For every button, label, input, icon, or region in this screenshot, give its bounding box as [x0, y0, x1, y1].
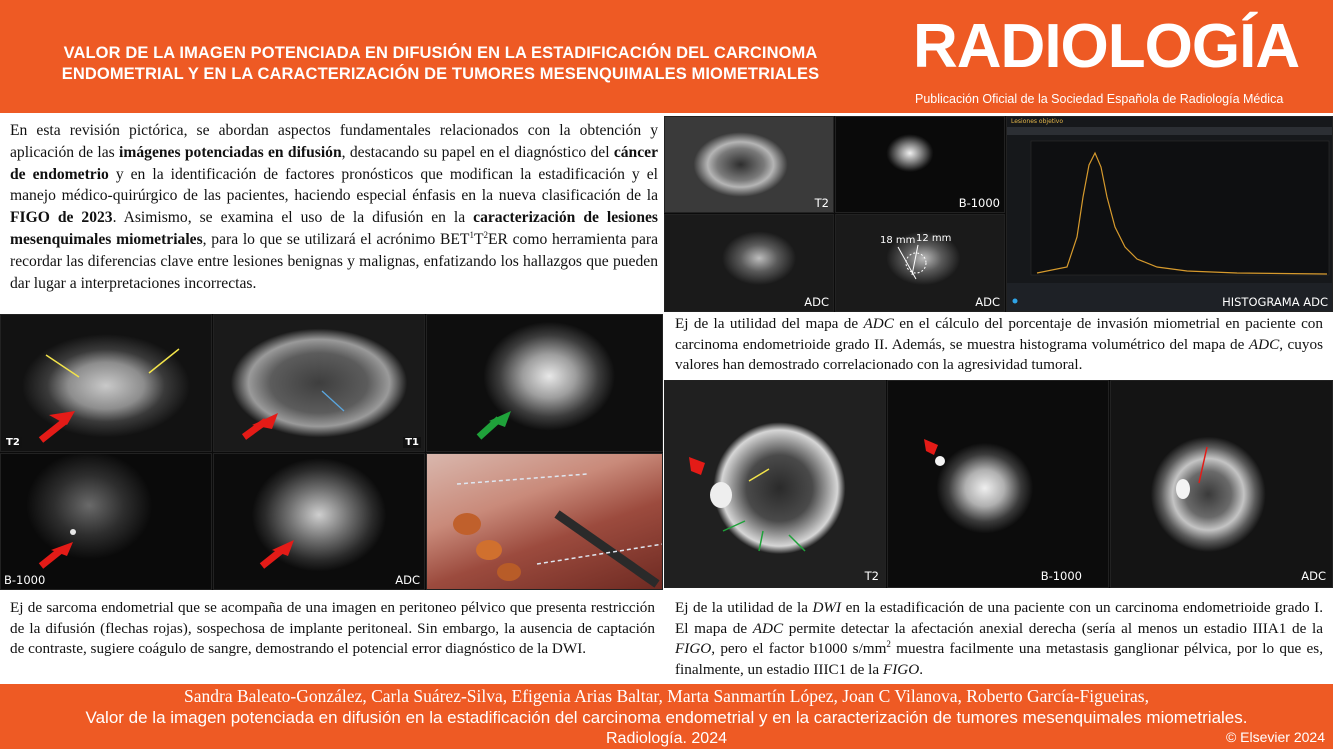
fig3-t2-image — [664, 380, 886, 588]
footer-article-title: Valor de la imagen potenciada en difusión en la estadificación del carcinoma endometrial y en la caracterización de tumores mesenquimales miometriales. — [85, 708, 1248, 727]
fig1-t2-arrows — [1, 315, 212, 452]
fig1-label-adc: ADC — [395, 573, 420, 587]
fig3-label-t2: T2 — [864, 569, 879, 583]
fig2-label-histogram: HISTOGRAMA ADC — [1222, 295, 1328, 309]
fig1-adc-arrow — [214, 454, 425, 590]
fig2-histogram-panel — [1006, 116, 1333, 312]
fig2-b1000-image — [835, 116, 1005, 213]
journal-logo: RADIOLOGÍA — [913, 12, 1300, 81]
fig1-label-t1: T1 — [405, 437, 419, 448]
fig2-label-adc-1: ADC — [804, 295, 829, 309]
footer-copyright: © Elsevier 2024 — [1225, 729, 1325, 745]
fig1-b1000-arrow — [1, 454, 212, 590]
fig3-label-b1000: B-1000 — [1040, 569, 1082, 583]
fig2-adc-image-1 — [664, 214, 834, 312]
article-title — [18, 43, 863, 85]
fig1-surgical-shapes — [427, 454, 663, 590]
fig3-adc-arrow — [1111, 381, 1333, 588]
footer-citation: Radiología. 2024 — [606, 730, 727, 747]
figure-3-panel — [664, 380, 1333, 588]
fig1-contrast-image — [426, 314, 663, 452]
fig1-adc-image — [213, 453, 425, 590]
fig2-measure-12mm: 12 mm — [916, 233, 952, 244]
fig2-adc-image-2 — [835, 214, 1005, 312]
fig1-label-t2: T2 — [6, 437, 20, 448]
fig3-b1000-arrow — [888, 381, 1109, 588]
fig2-label-t2: T2 — [814, 196, 829, 210]
fig3-b1000-image — [887, 380, 1109, 588]
fig3-adc-image — [1110, 380, 1333, 588]
fig1-t2-image — [0, 314, 212, 452]
fig3-label-adc: ADC — [1301, 569, 1326, 583]
fig2-measure-18mm: 18 mm — [880, 235, 916, 246]
figure-2-panel — [664, 116, 1333, 312]
footer-authors: Sandra Baleato-González, Carla Suárez-Silva, Efigenia Arias Baltar, Marta Sanmartín López, Joan C Vilanova, Roberto García-Figueiras, — [184, 686, 1149, 706]
journal-subtitle: Publicación Oficial de la Sociedad Española de Radiología Médica — [915, 92, 1284, 106]
fig2-histogram-header: Lesiones objetivo — [1011, 118, 1063, 125]
title-line-1: VALOR DE LA IMAGEN POTENCIADA EN DIFUSIÓN EN LA ESTADIFICACIÓN DEL CARCINOMA — [63, 44, 818, 62]
fig1-surgical-photo — [426, 453, 663, 590]
intro-paragraph: En esta revisión pictórica, se abordan aspectos fundamentales relacionados con la obtención y aplicación de las imágenes potenciadas en difusión, destacando su papel en el diagnóstico del cáncer de endometrio y en la identificación de factores pronósticos que modifican la estadificación y el manejo médico-quirúrgico de las pacientes, haciendo especial énfasis en la nueva clasificación de la FIGO de 2023. Asimismo, se examina el uso de la difusión en la caracterización de lesiones mesenquimales miometriales, para lo que se utilizará el acrónimo $BET^1T^2ER$ como herramienta para recordar las diferencias clave entre lesiones benignas y malignas, enfatizando los hallazgos que pueden dar lugar a interpretaciones incorrectas. — [10, 122, 658, 292]
figure-1-panel — [0, 314, 663, 590]
fig3-t2-arrows — [665, 381, 886, 588]
figure-2-caption: Ej de la utilidad del mapa de ADC en el cálculo del porcentaje de invasión miometrial en paciente con carcinoma endometrioide grado II. Además, se muestra histograma volumétrico del mapa de ADC, cuyos valores han demostrado correlacionado con la agresividad tumoral. — [675, 315, 1323, 373]
fig1-contrast-arrow — [427, 315, 663, 452]
fig1-t1-image — [213, 314, 425, 452]
fig2-label-b1000: B-1000 — [958, 196, 1000, 210]
fig2-histogram-chart — [1007, 117, 1333, 312]
title-line-2: ENDOMETRIAL Y EN LA CARACTERIZACIÓN DE TUMORES MESENQUIMALES MIOMETRIALES — [61, 65, 820, 83]
fig1-label-b1000: B-1000 — [4, 573, 46, 587]
fig1-t1-arrows — [214, 315, 425, 452]
figure-1-caption: Ej de sarcoma endometrial que se acompaña de una imagen en peritoneo pélvico que presenta restricción de la difusión (flechas rojas), sospechosa de implante peritoneal. Sin embargo, la ausencia de captación de contraste, sugiere coágulo de sangre, demostrando el potencial error diagnóstico de la DWI. — [10, 599, 655, 657]
fig1-b1000-image — [0, 453, 212, 590]
fig2-label-adc-2: ADC — [975, 295, 1000, 309]
fig2-t2-image — [664, 116, 834, 213]
figure-3-caption: Ej de la utilidad de la DWI en la estadificación de una paciente con un carcinoma endometrioide grado I. El mapa de ADC permite detectar la afectación anexial derecha (sería al menos un estadio IIIA1 de la FIGO, pero el factor b1000 $s/mm^2$ muestra facilmente una metastasis ganglionar pélvica, por lo que es, finalmente, un estadio IIIC1 de la FIGO. — [675, 599, 1323, 678]
